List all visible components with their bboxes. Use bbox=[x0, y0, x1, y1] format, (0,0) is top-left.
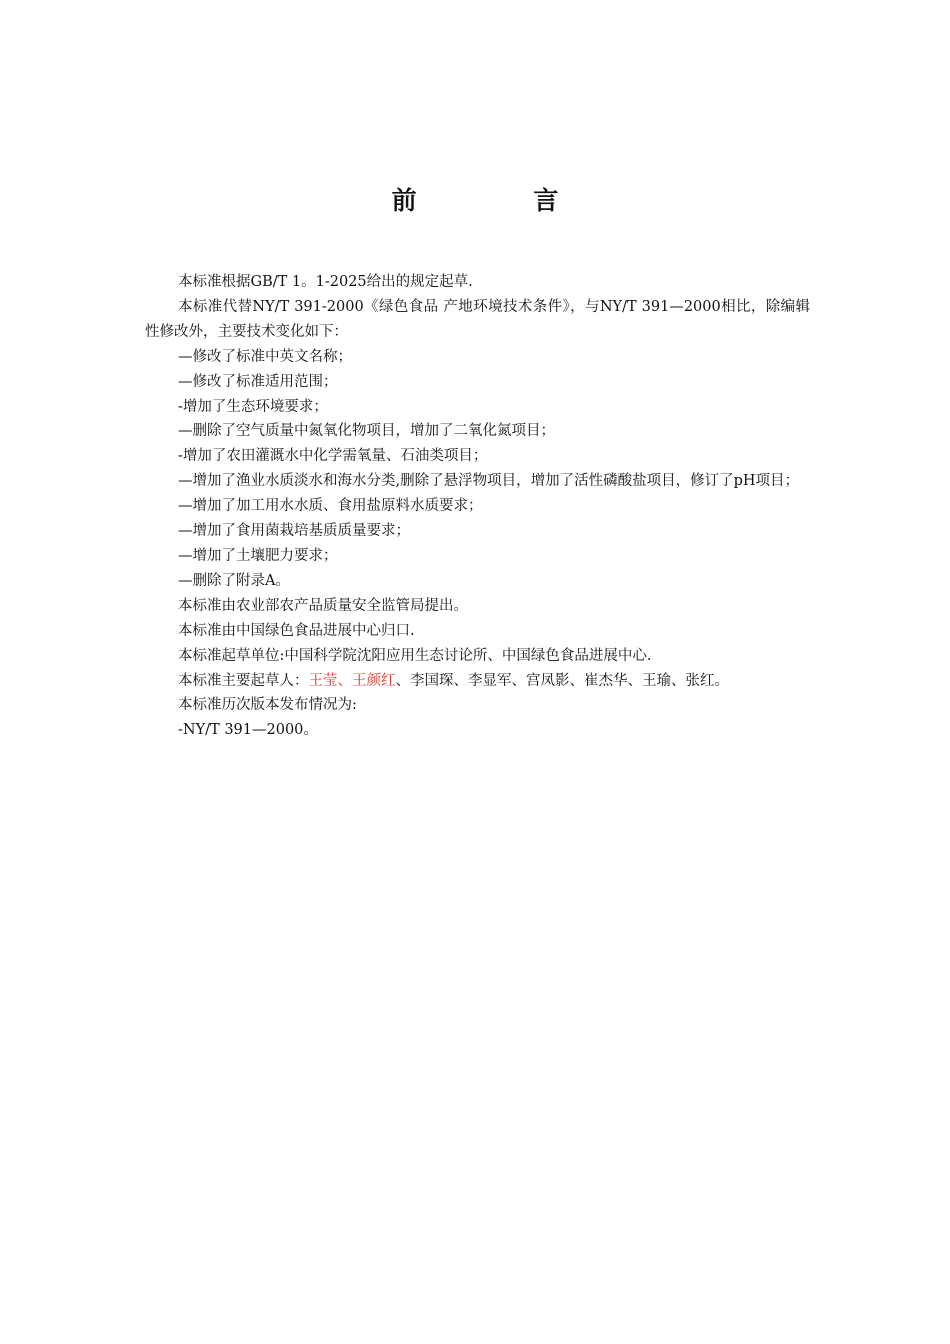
change-item: —增加了土壤肥力要求； bbox=[178, 547, 338, 564]
paragraph-replacement: 本标准代替NY/T 391-2000《绿色食品 产地环境技术条件》，与NY/T 391—2000相比，除编辑性修改外，主要技术变化如下： bbox=[145, 298, 810, 340]
paragraph-proposer: 本标准由农业部农产品质量安全监管局提出。 bbox=[178, 597, 468, 614]
paragraph-history-item: -NY/T 391—2000。 bbox=[178, 722, 318, 739]
paragraph-centralized-unit: 本标准由中国绿色食品进展中心归口. bbox=[178, 622, 415, 639]
paragraph-drafting-units: 本标准起草单位:中国科学院沈阳应用生态讨论所、中国绿色食品进展中心. bbox=[178, 647, 652, 664]
drafters-rest: 、李国琛、李显军、宫凤影、崔杰华、王瑜、张红。 bbox=[395, 672, 729, 689]
paragraph-drafters bbox=[145, 669, 810, 694]
change-item: —增加了渔业水质淡水和海水分类,删除了悬浮物项目，增加了活性磷酸盐项目，修订了pH项目； bbox=[178, 473, 800, 490]
paragraph-history-heading: 本标准历次版本发布情况为: bbox=[178, 697, 357, 714]
drafters-highlighted: 王莹、王颜红 bbox=[308, 672, 396, 689]
change-item: —修改了标准适用范围； bbox=[178, 373, 338, 390]
change-item: -增加了农田灌溉水中化学需氧量、石油类项目； bbox=[178, 448, 488, 465]
drafters-prefix: 本标准主要起草人： bbox=[178, 672, 309, 689]
change-item: —修改了标准中英文名称； bbox=[178, 348, 352, 365]
change-item: —增加了食用菌栽培基质质量要求； bbox=[178, 523, 410, 540]
paragraph-drafting-basis: 本标准根据GB/T 1。1-2025给出的规定起草. bbox=[178, 274, 473, 290]
change-item: —删除了空气质量中氮氧化物项目，增加了二氧化氮项目； bbox=[178, 423, 555, 440]
change-item: —增加了加工用水水质、食用盐原料水质要求； bbox=[178, 498, 483, 515]
foreword-body bbox=[145, 270, 810, 743]
change-item: —删除了附录A。 bbox=[178, 572, 290, 589]
change-item: -增加了生态环境要求； bbox=[178, 398, 328, 415]
page-title: 前 言 bbox=[391, 186, 613, 215]
